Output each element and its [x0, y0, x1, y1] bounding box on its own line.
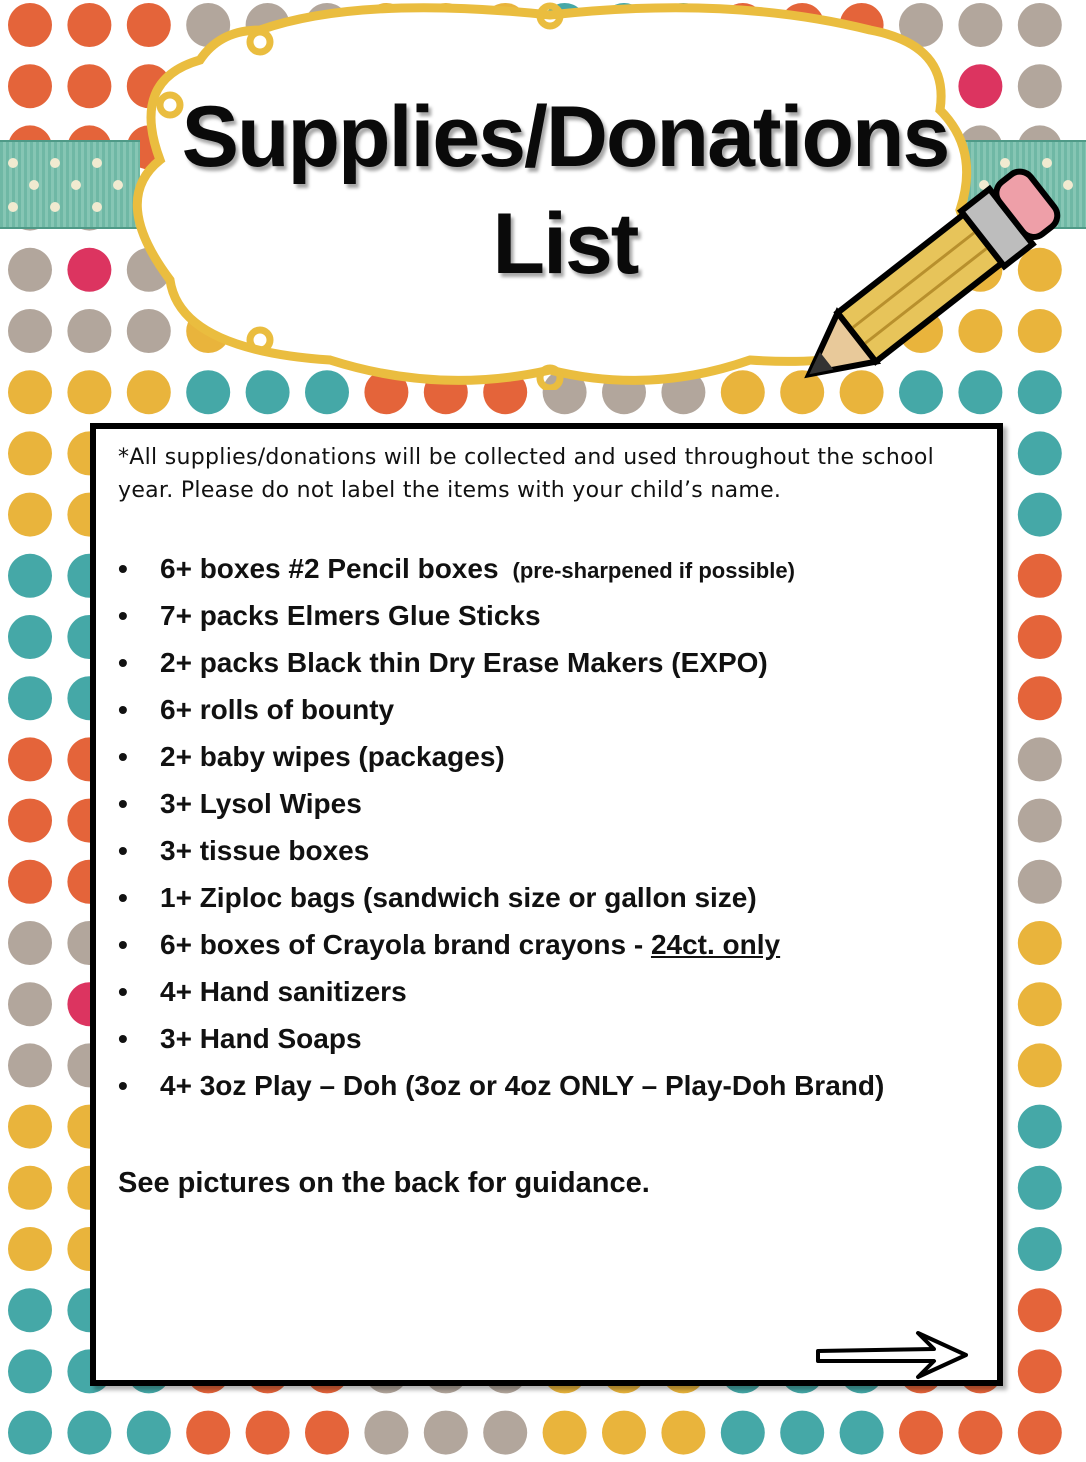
list-item	[114, 741, 984, 788]
item-text: 6+ boxes #2 Pencil boxes	[160, 553, 499, 584]
polka-dot	[1018, 431, 1062, 475]
polka-dot	[364, 1411, 408, 1455]
polka-dot	[67, 1411, 111, 1455]
polka-dot	[1018, 1166, 1062, 1210]
list-item	[114, 600, 984, 647]
polka-dot	[1018, 493, 1062, 537]
list-item	[114, 694, 984, 741]
polka-dot	[8, 615, 52, 659]
list-item	[114, 553, 984, 600]
supplies-list	[114, 553, 984, 1117]
polka-dot	[424, 1411, 468, 1455]
ribbon-dot	[29, 180, 39, 190]
item-text: 7+ packs Elmers Glue Sticks	[160, 600, 541, 631]
polka-dot	[483, 1411, 527, 1455]
polka-dot	[8, 1166, 52, 1210]
polka-dot	[67, 370, 111, 414]
ribbon-dot	[50, 202, 60, 212]
item-underlined-note: 24ct. only	[650, 929, 781, 960]
polka-dot	[1018, 1227, 1062, 1271]
polka-dot	[1018, 1288, 1062, 1332]
list-item	[114, 647, 984, 694]
polka-dot	[958, 1411, 1002, 1455]
polka-dot	[8, 1227, 52, 1271]
item-text: 4+ 3oz Play – Doh (3oz or 4oz ONLY – Play-Doh Brand)	[160, 1070, 885, 1101]
polka-dot	[602, 1411, 646, 1455]
polka-dot	[8, 554, 52, 598]
list-item	[114, 1023, 984, 1070]
polka-dot	[1018, 737, 1062, 781]
polka-dot	[721, 1411, 765, 1455]
polka-dot	[1018, 615, 1062, 659]
polka-dot	[8, 860, 52, 904]
polka-dot	[1018, 1349, 1062, 1393]
polka-dot	[8, 1349, 52, 1393]
pencil-illustration	[780, 150, 1080, 420]
ribbon-dot	[92, 202, 102, 212]
polka-dot	[8, 431, 52, 475]
item-text: 6+ boxes of Crayola brand crayons -	[160, 929, 651, 960]
polka-dot	[1018, 982, 1062, 1026]
polka-dot	[127, 1411, 171, 1455]
item-text: 6+ rolls of bounty	[160, 694, 395, 725]
bullet: •	[118, 882, 128, 913]
polka-dot	[1018, 921, 1062, 965]
polka-dot	[67, 309, 111, 353]
item-text: 4+ Hand sanitizers	[160, 976, 407, 1007]
polka-dot	[1018, 676, 1062, 720]
polka-dot	[840, 1411, 884, 1455]
polka-dot	[186, 1411, 230, 1455]
collection-note: *All supplies/donations will be collected and used throughout the school year. Please do not label the items with your child’s name.	[118, 445, 935, 503]
polka-dot	[1018, 554, 1062, 598]
polka-dot	[780, 1411, 824, 1455]
bullet: •	[118, 741, 128, 772]
polka-dot	[1018, 64, 1062, 108]
polka-dot	[8, 1411, 52, 1455]
polka-dot	[8, 370, 52, 414]
polka-dot	[1018, 1411, 1062, 1455]
polka-dot	[67, 3, 111, 47]
ribbon-dot	[92, 158, 102, 168]
polka-dot	[67, 248, 111, 292]
polka-dot	[1018, 1043, 1062, 1087]
bullet: •	[118, 976, 128, 1007]
guidance-note: See pictures on the back for guidance.	[118, 1167, 650, 1199]
polka-dot	[899, 1411, 943, 1455]
polka-dot	[305, 1411, 349, 1455]
bullet: •	[118, 600, 128, 631]
polka-dot	[1018, 799, 1062, 843]
polka-dot	[8, 493, 52, 537]
polka-dot	[543, 1411, 587, 1455]
item-note: (pre-sharpened if possible)	[512, 558, 795, 583]
bullet: •	[118, 647, 128, 678]
polka-dot	[8, 1105, 52, 1149]
list-item	[114, 835, 984, 882]
page-title-line1: Supplies/Donations	[181, 89, 949, 185]
polka-dot	[8, 799, 52, 843]
ribbon-dot	[8, 202, 18, 212]
bullet: •	[118, 1070, 128, 1101]
list-item	[114, 976, 984, 1023]
item-text: 3+ Hand Soaps	[160, 1023, 362, 1054]
item-text: 3+ Lysol Wipes	[160, 788, 362, 819]
bullet: •	[118, 835, 128, 866]
ribbon-dot	[8, 158, 18, 168]
polka-dot	[8, 921, 52, 965]
bullet: •	[118, 929, 128, 960]
ribbon-dot	[71, 180, 81, 190]
bullet: •	[118, 788, 128, 819]
list-item	[114, 929, 984, 976]
polka-dot	[8, 982, 52, 1026]
item-text: 3+ tissue boxes	[160, 835, 370, 866]
polka-dot	[8, 309, 52, 353]
polka-dot	[8, 737, 52, 781]
bullet: •	[118, 553, 128, 584]
arrow-right-icon	[814, 1327, 974, 1383]
item-text: 1+ Ziploc bags (sandwich size or gallon size)	[160, 882, 757, 913]
polka-dot	[8, 1043, 52, 1087]
polka-dot	[67, 64, 111, 108]
polka-dot	[8, 1288, 52, 1332]
supplies-list-card	[90, 423, 1003, 1386]
list-item	[114, 882, 984, 929]
item-text: 2+ packs Black thin Dry Erase Makers (EXPO)	[160, 647, 768, 678]
polka-dot	[661, 1411, 705, 1455]
polka-dot	[8, 64, 52, 108]
list-item	[114, 788, 984, 835]
polka-dot	[1018, 3, 1062, 47]
page-title-line2: List	[492, 196, 638, 292]
polka-dot	[8, 248, 52, 292]
polka-dot	[8, 676, 52, 720]
polka-dot	[1018, 1105, 1062, 1149]
polka-dot	[8, 3, 52, 47]
list-item	[114, 1070, 984, 1117]
item-text: 2+ baby wipes (packages)	[160, 741, 505, 772]
ribbon-dot	[50, 158, 60, 168]
bullet: •	[118, 1023, 128, 1054]
polka-dot	[246, 1411, 290, 1455]
polka-dot	[1018, 860, 1062, 904]
bullet: •	[118, 694, 128, 725]
